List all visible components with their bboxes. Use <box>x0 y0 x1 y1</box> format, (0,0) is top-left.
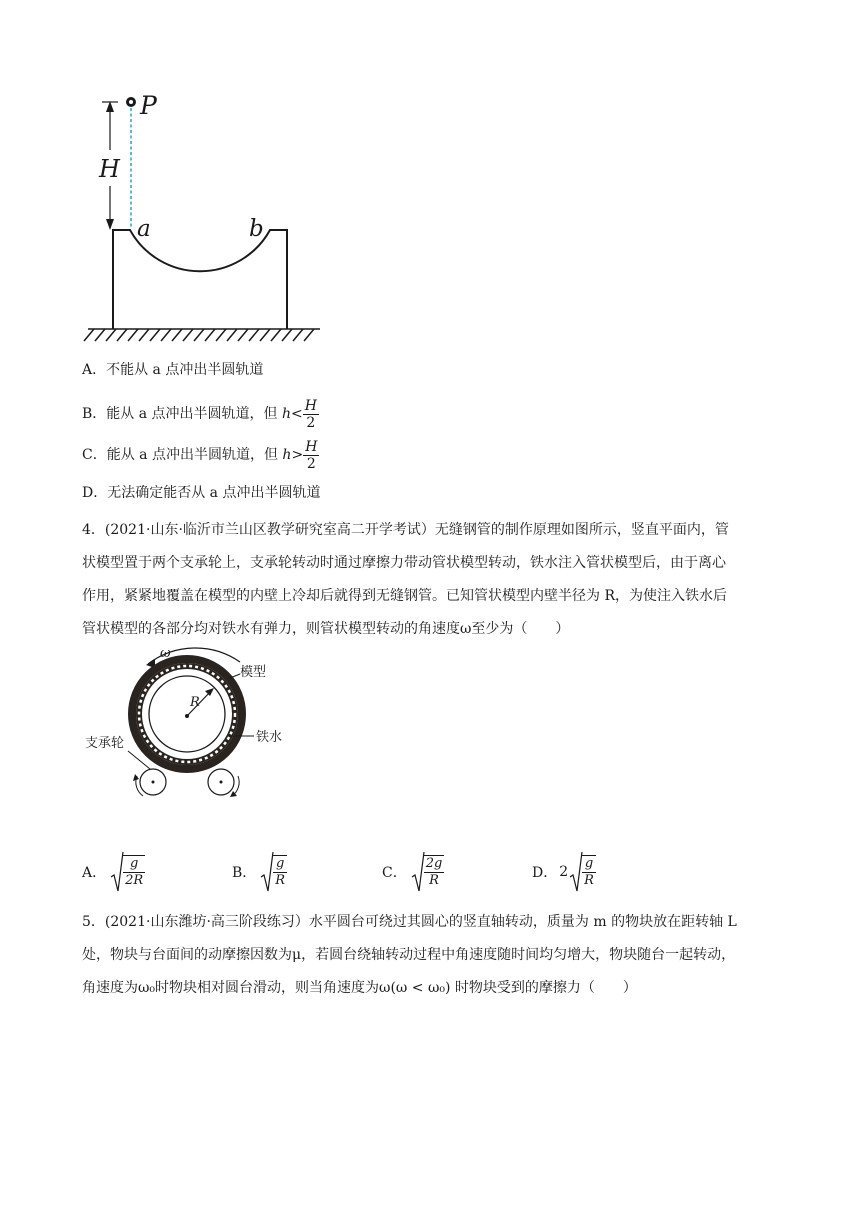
ground <box>84 329 320 341</box>
ground-hatch <box>216 329 226 341</box>
q4-option-d <box>532 850 596 894</box>
option-label: B． <box>232 865 257 881</box>
ground-hatch <box>293 329 303 341</box>
option-label: C． <box>382 865 407 881</box>
q3-option-c-fraction <box>303 439 319 472</box>
fraction <box>123 855 145 889</box>
fraction-denominator: 2 <box>306 455 316 472</box>
option-label: D． <box>532 865 558 881</box>
fraction-denominator: R <box>275 873 286 888</box>
fraction-denominator: 2 <box>306 414 316 431</box>
q3-option-c <box>82 437 319 473</box>
track-figure <box>80 88 330 348</box>
omega-label: ω <box>160 646 171 661</box>
q3-option-c-var: h <box>282 447 292 463</box>
iron-label: 铁水 <box>256 730 283 745</box>
fraction-numerator: g <box>582 856 596 873</box>
ground-hatch <box>227 329 237 341</box>
fraction-denominator: R <box>429 873 439 888</box>
q5-stem <box>82 906 782 1005</box>
label-a: a <box>137 216 151 242</box>
fraction-denominator: R <box>584 873 594 888</box>
ground-hatch <box>238 329 248 341</box>
q3-option-b-var: h <box>282 406 292 422</box>
ground-hatch <box>106 329 116 341</box>
q4-line: 作用，紧紧地覆盖在模型的内壁上冷却后就得到无缝钢管。已知管状模型内壁半径为 R，为使注入铁水后 <box>82 588 727 604</box>
ground-hatch <box>304 329 314 341</box>
q3-option-c-text: C．能从 a 点冲出半圆轨道，但 <box>82 447 283 463</box>
fraction-numerator: H <box>305 438 318 455</box>
ground-hatch <box>128 329 138 341</box>
half-circle-track <box>113 230 287 329</box>
fraction <box>273 855 287 889</box>
q3-option-a: A．不能从 a 点冲出半圆轨道 <box>82 362 264 378</box>
sqrt-expression <box>260 851 287 893</box>
fraction <box>424 855 445 889</box>
q5-line: 5．(2021·山东潍坊·高三阶段练习）水平圆台可绕过其圆心的竖直轴转动，质量为 m 的物块放在距转轴 L <box>82 914 737 930</box>
sqrt-expression <box>569 851 596 893</box>
ground-hatch <box>282 329 292 341</box>
fraction-numerator: 2g <box>425 856 443 871</box>
fraction <box>582 855 596 889</box>
q4-stem <box>82 514 782 646</box>
fraction-numerator: H <box>304 397 317 414</box>
q4-option-b <box>232 850 287 894</box>
ground-hatch <box>271 329 281 341</box>
wheel-label: 支承轮 <box>85 736 125 751</box>
q4-line: 管状模型的各部分均对铁水有弹力，则管状模型转动的角速度ω至少为（ ） <box>82 621 570 637</box>
q5-line: 角速度为ω₀时物块相对圆台滑动，则当角速度为ω(ω < ω₀) 时物块受到的摩擦力（ ） <box>82 980 637 996</box>
q4-option-c <box>382 850 444 894</box>
fraction-numerator: g <box>273 856 287 873</box>
sqrt-expression <box>110 851 145 893</box>
ground-hatch <box>117 329 127 341</box>
ground-hatch <box>150 329 160 341</box>
mold-label: 模型 <box>240 665 267 680</box>
q4-option-a <box>82 850 145 894</box>
ground-hatch <box>172 329 182 341</box>
ground-hatch <box>260 329 270 341</box>
ground-hatch <box>249 329 259 341</box>
q3-option-b-op: < <box>291 406 303 422</box>
option-label: A． <box>82 865 107 881</box>
ground-hatch <box>161 329 171 341</box>
q4-line: 4．(2021·山东·临沂市兰山区教学研究室高二开学考试）无缝钢管的制作原理如图所示，竖直平面内，管 <box>82 522 729 538</box>
q4-line: 状模型置于两个支承轮上，支承轮转动时通过摩擦力带动管状模型转动，铁水注入管状模型后，由于离心 <box>82 555 726 571</box>
q3-option-c-op: > <box>291 447 304 463</box>
q3-option-d: D．无法确定能否从 a 点冲出半圆轨道 <box>82 485 321 501</box>
ground-hatch <box>205 329 215 341</box>
fraction-denominator: 2R <box>125 873 144 888</box>
label-h: H <box>99 155 120 183</box>
radius-label: R <box>190 695 200 710</box>
q5-line: 处，物块与台面间的动摩擦因数为μ，若圆台绕轴转动过程中角速度随时间均匀增大，物块随台一起转动， <box>82 947 736 963</box>
coefficient: 2 <box>559 864 569 880</box>
ground-hatch <box>139 329 149 341</box>
fraction-numerator: g <box>123 856 145 873</box>
ground-hatch <box>183 329 193 341</box>
label-p: P <box>140 91 157 120</box>
ground-hatch <box>95 329 105 341</box>
ground-hatch <box>194 329 204 341</box>
q3-option-b-fraction <box>303 398 319 431</box>
label-b: b <box>249 216 264 242</box>
q3-option-b-text: B．能从 a 点冲出半圆轨道，但 <box>82 406 282 422</box>
q3-option-b <box>82 396 319 432</box>
ground-hatch <box>84 329 94 341</box>
sqrt-expression <box>411 851 445 893</box>
pipe-mold-figure <box>80 644 300 804</box>
